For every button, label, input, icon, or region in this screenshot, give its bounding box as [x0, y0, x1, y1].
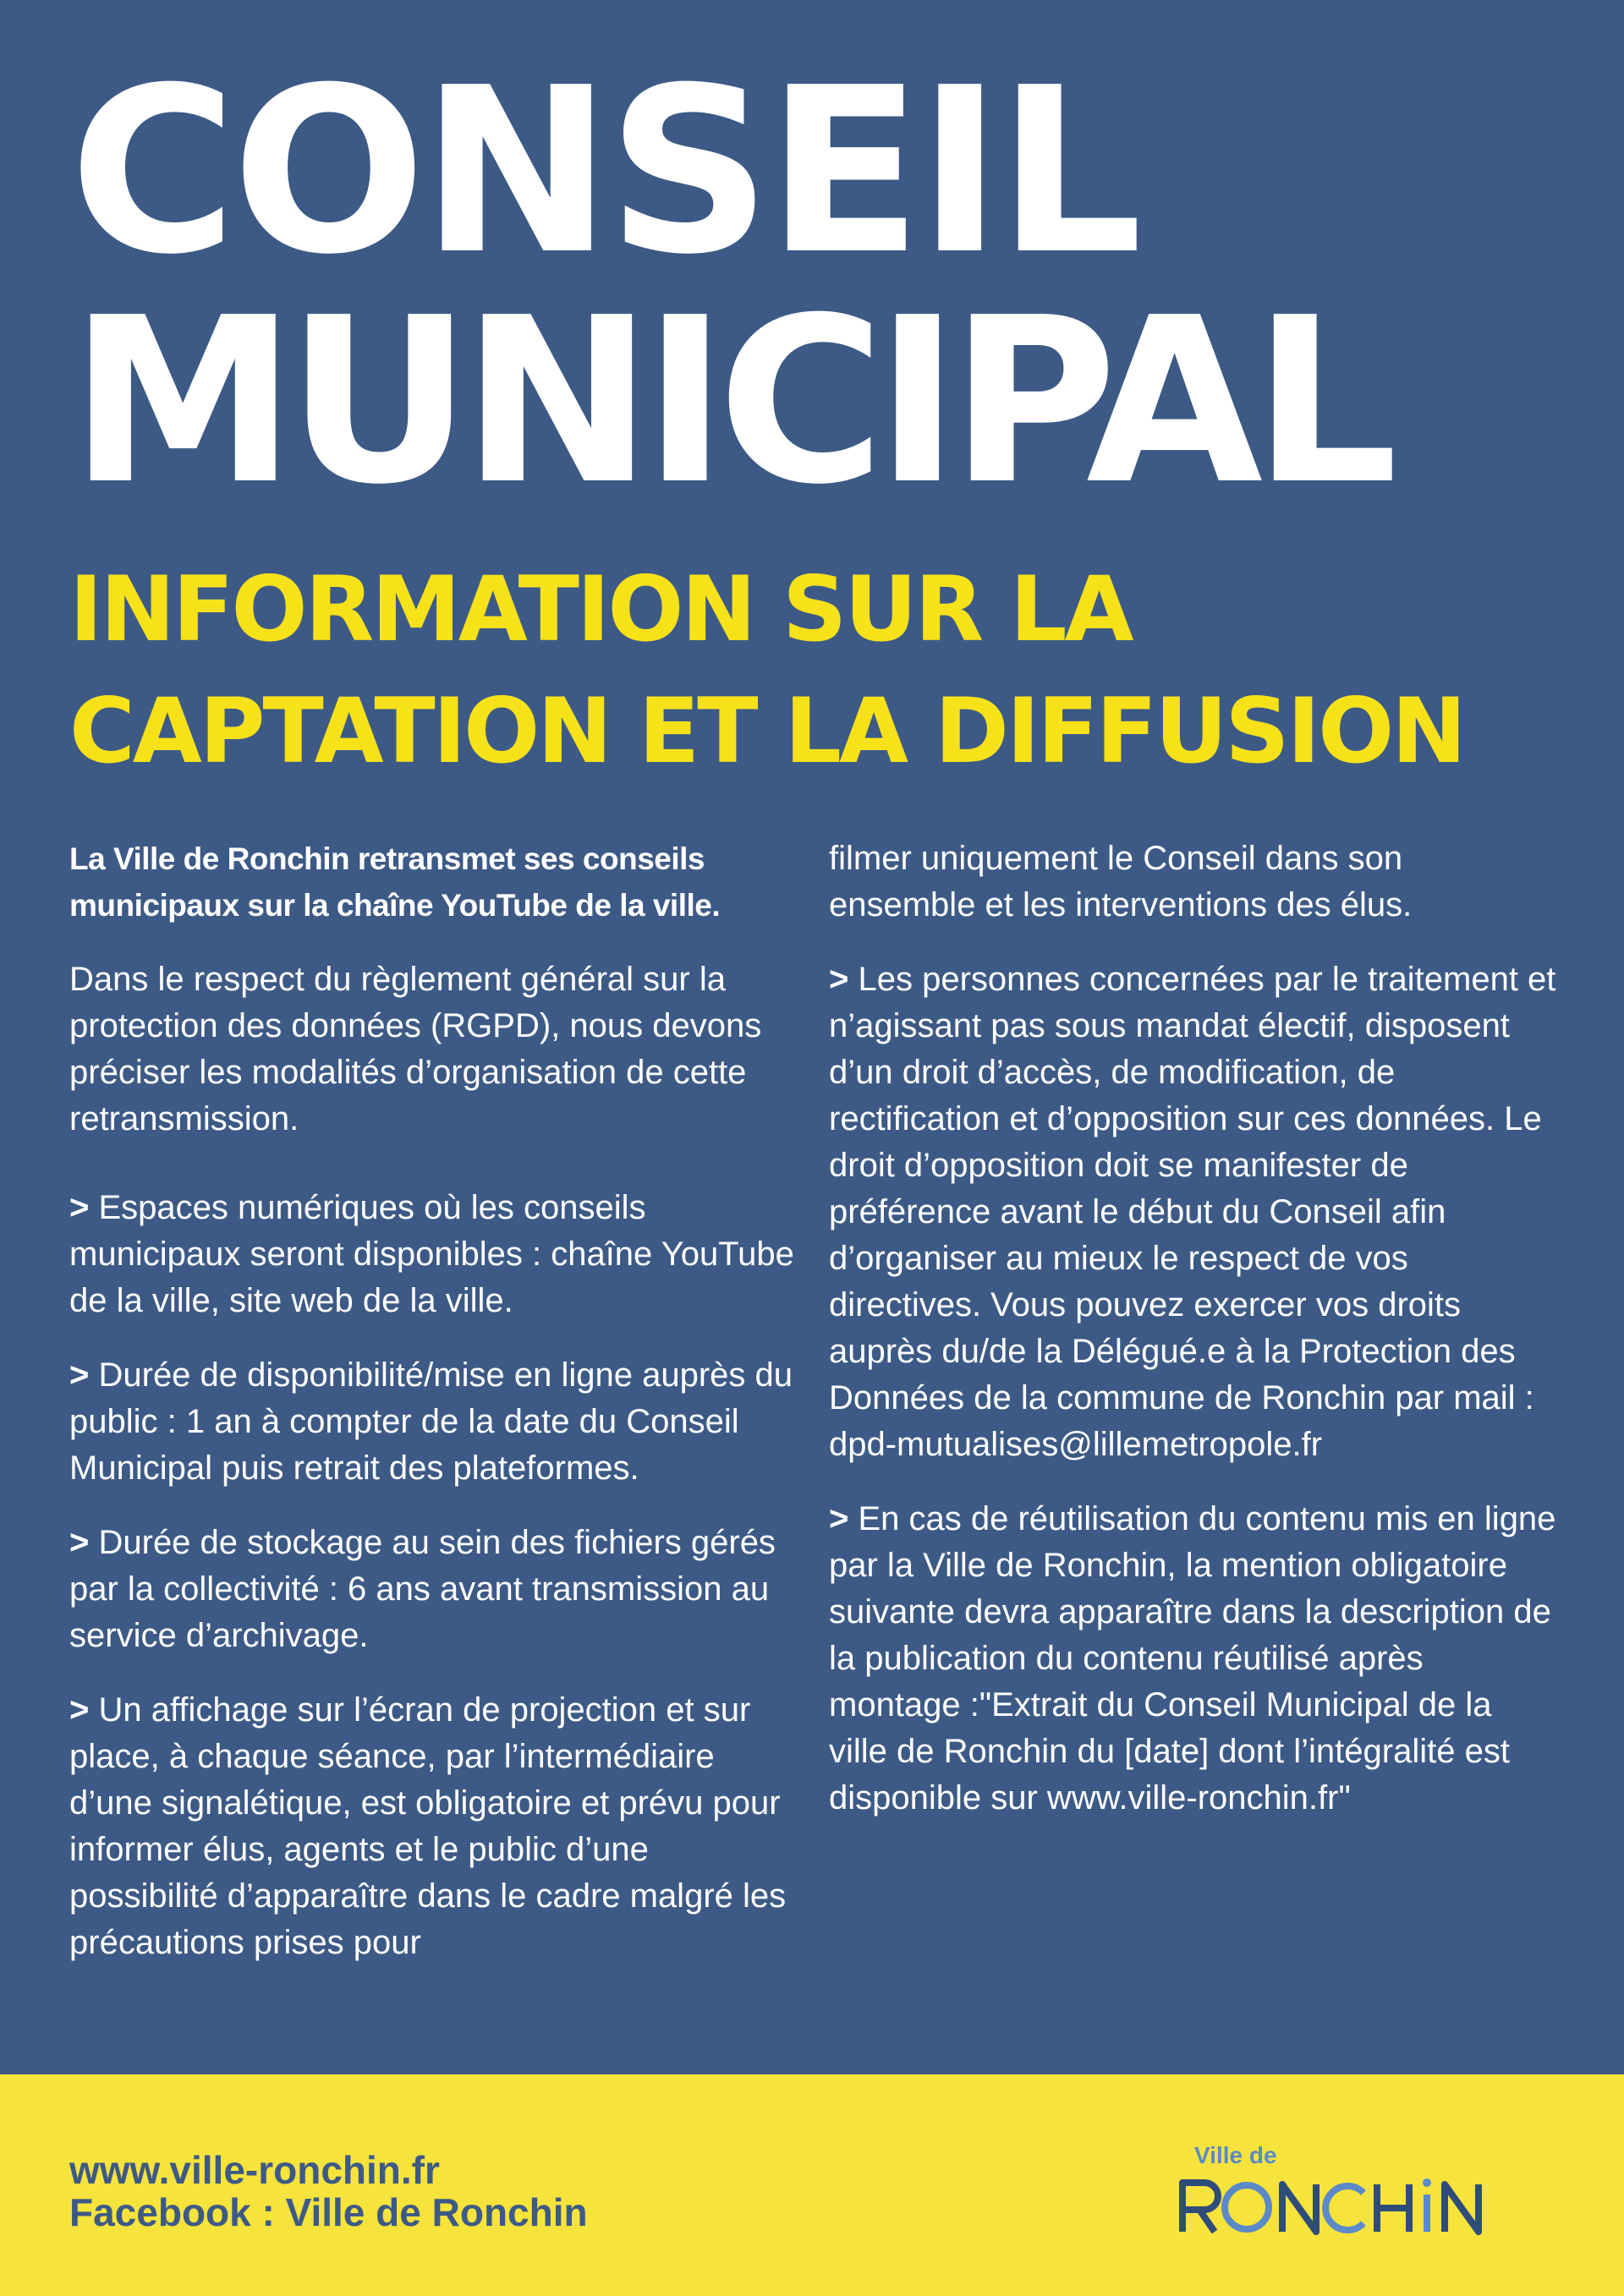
bullet-arrow-icon: >: [69, 1524, 90, 1561]
text-column-right: [829, 836, 1556, 1849]
bullet-text: Un affichage sur l’écran de projection et sur place, à chaque séance, par l’intermédiaire d’une signalétique, est obligatoire et prévu pour informer élus, agents et le public d’une possibilité d’apparaître dans le cadre malgré les précautions prises pour: [69, 1691, 787, 1961]
intro-paragraph: Dans le respect du règlement général sur la protection des données (RGPD), nous devons préciser les modalités d’organisation de cette retransmission.: [69, 961, 762, 1137]
bullet-arrow-icon: >: [829, 1500, 849, 1537]
bullet-item: [829, 1496, 1556, 1822]
subtitle-line-1: INFORMATION SUR LA: [69, 557, 1132, 661]
bullet-arrow-icon: >: [69, 1356, 90, 1394]
logo-word-text: RONCHIN: [1176, 2174, 1180, 2175]
subtitle-line-2: CAPTATION ET LA DIFFUSION: [69, 679, 1464, 783]
lead-paragraph: La Ville de Ronchin retransmet ses conseils municipaux sur la chaîne YouTube de la ville.: [69, 841, 721, 923]
bullet-text: Durée de stockage au sein des fichiers gérés par la collectivité : 6 ans avant transmission au service d’archivage.: [69, 1524, 776, 1654]
bullet-item: [69, 1352, 797, 1492]
bullet-text: Durée de disponibilité/mise en ligne auprès du public : 1 an à compter de la date du Conseil Municipal puis retrait des plateformes.: [69, 1356, 793, 1487]
title-line-1: CONSEIL: [69, 38, 1138, 304]
bullet-text: Espaces numériques où les conseils municipaux seront disponibles : chaîne YouTube de la ville, site web de la ville.: [69, 1189, 794, 1319]
bullet-item: [829, 956, 1556, 1468]
footer-facebook-link[interactable]: Facebook : Ville de Ronchin: [69, 2190, 588, 2234]
bullet-text: Les personnes concernées par le traitement et n’agissant pas sous mandat électif, disposent d’un droit d’accès, de modification, de rectification et d’opposition sur ces données. Le droit d’opposition doit se manifester de préférence avant le début du Conseil afin d’organiser au mieux le respect de vos directives. Vous pouvez exercer vos droits auprès du/de la Délégué.e à la Protection des Données de la commune de Ronchin par mail : dpd-mutualises@lillemetropole.fr: [829, 961, 1556, 1463]
bullet-arrow-icon: >: [69, 1691, 90, 1729]
footer-website-link[interactable]: www.ville-ronchin.fr: [69, 2148, 440, 2192]
ronchin-logo: [1176, 2144, 1497, 2245]
text-column-left: [69, 836, 797, 1994]
bullet-item: [69, 1687, 797, 1966]
logo-wordmark: [1176, 2174, 1497, 2242]
bullet-arrow-icon: >: [829, 961, 849, 998]
logo-tagline: Ville de: [1194, 2142, 1277, 2168]
title-line-2: MUNICIPAL: [69, 268, 1389, 534]
continuation-paragraph: filmer uniquement le Conseil dans son ensemble et les interventions des élus.: [829, 840, 1413, 923]
bullet-text: En cas de réutilisation du contenu mis en ligne par la Ville de Ronchin, la mention obligatoire suivante devra apparaître dans la description de la publication du contenu réutilisé après montage :"Extrait du Conseil Municipal de la ville de Ronchin du [date] dont l’intégralité est disponible sur www.ville-ronchin.fr": [829, 1500, 1556, 1817]
footer-band: [0, 2074, 1624, 2296]
bullet-arrow-icon: >: [69, 1189, 90, 1226]
bullet-item: [69, 1185, 797, 1324]
bullet-item: [69, 1520, 797, 1659]
